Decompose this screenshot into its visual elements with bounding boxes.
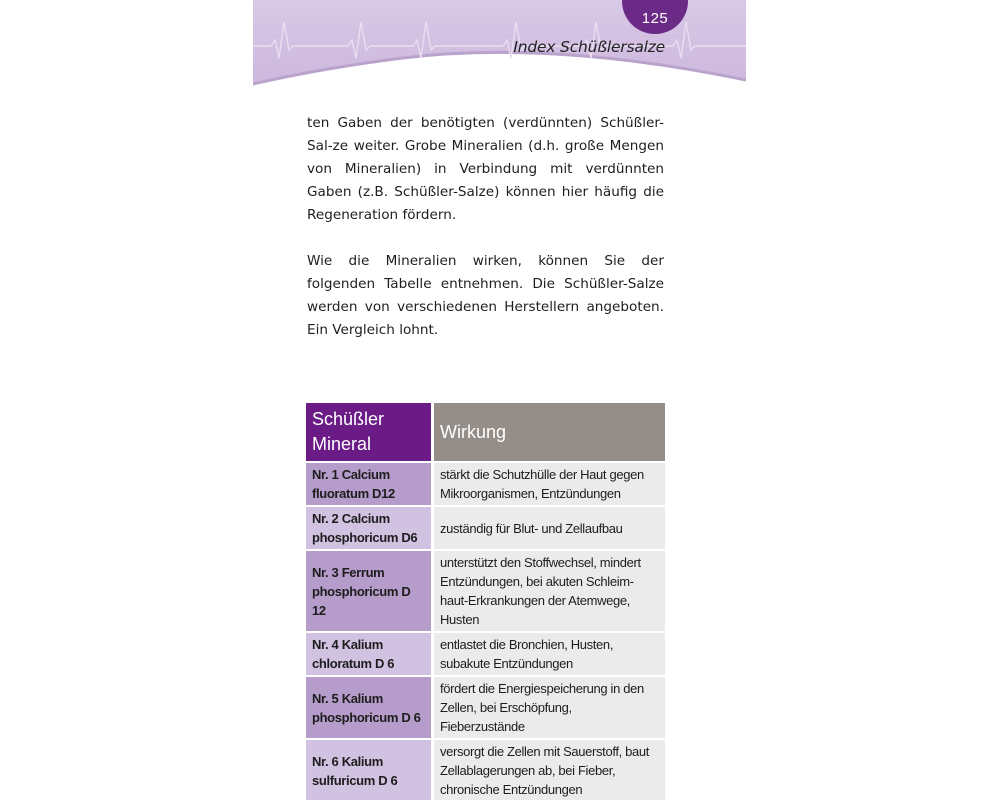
table-row — [306, 677, 665, 738]
header-band — [253, 0, 746, 90]
paragraph-table-intro: Wie die Mineralien wirken, können Sie der folgenden Tabelle entnehmen. Die Schüßler-Salze werden von verschiedenen Herstellern angeboten. Ein Vergleich lohnt. — [307, 253, 664, 338]
table-row — [306, 633, 665, 675]
table-row — [306, 507, 665, 549]
mineral-name: Nr. 1 Calcium fluoratum D12 — [306, 463, 431, 505]
mineral-name: Nr. 6 Kalium sulfuricum D 6 — [306, 740, 431, 800]
mineral-name: Nr. 3 Ferrum phosphoricum D 12 — [306, 551, 431, 631]
mineral-table — [306, 401, 665, 800]
book-page — [253, 0, 746, 800]
header-mineral: Schüßler Mineral — [306, 403, 431, 461]
mineral-effect: unterstützt den Stoffwechsel, mindert Entzündungen, bei akuten Schleim-haut-Erkrankungen der Atemwege, Husten — [431, 551, 665, 631]
mineral-name: Nr. 4 Kalium chloratum D 6 — [306, 633, 431, 675]
table-row — [306, 463, 665, 505]
mineral-effect: versorgt die Zellen mit Sauerstoff, baut Zellablagerungen ab, bei Fieber, chronische Entzündungen — [431, 740, 665, 800]
mineral-name: Nr. 2 Calcium phosphoricum D6 — [306, 507, 431, 549]
table-row — [306, 551, 665, 631]
running-title: Index Schüßlersalze — [513, 38, 665, 56]
header-effect: Wirkung — [431, 403, 665, 461]
page-number: 125 — [641, 10, 669, 27]
mineral-name: Nr. 5 Kalium phosphoricum D 6 — [306, 677, 431, 738]
mineral-effect: entlastet die Bronchien, Husten, subakute Entzündungen — [431, 633, 665, 675]
table-header-row — [306, 403, 665, 461]
mineral-effect: fördert die Energiespeicherung in den Zellen, bei Erschöpfung, Fieberzustände — [431, 677, 665, 738]
table-row — [306, 740, 665, 800]
paragraph-regeneration: ten Gaben der benötigten (verdünnten) Schüßler-Sal-ze weiter. Grobe Mineralien (d.h. große Mengen von Mineralien) in Verbindung mit verdünnten Gaben (z.B. Schüßler-Salze) können hier häufig die Regeneration fördern. — [307, 115, 664, 223]
mineral-effect: stärkt die Schutzhülle der Haut gegen Mikroorganismen, Entzündungen — [431, 463, 665, 505]
mineral-effect: zuständig für Blut- und Zellaufbau — [431, 507, 665, 549]
